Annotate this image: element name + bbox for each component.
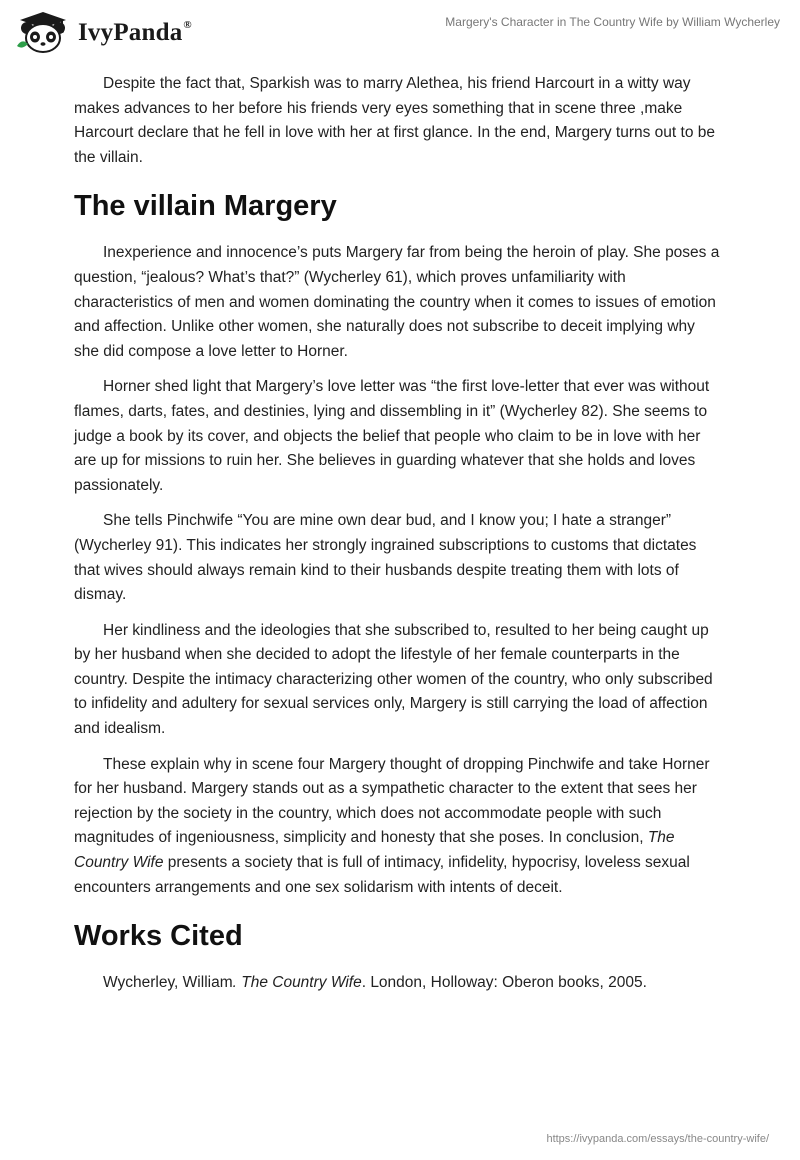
citation-title-italic: The Country Wife bbox=[241, 974, 362, 992]
paragraph-3: Horner shed light that Margery’s love letter was “the first love-letter that ever was without flames, darts, fates, and destinies, lying and dissembling in it” (Wycherley 82). She seems to judge a book by its cover, and objects the belief that people who claim to be in love with her are up for missions to ruin her. She believes in guarding whatever that she holds and loves passionately. bbox=[74, 378, 710, 494]
paragraph-4: She tells Pinchwife “You are mine own dear bud, and I know you; I hate a stranger” (Wycherley 91). This indicates her strongly ingrained subscriptions to customs that dictates that wives should always remain kind to their husbands despite treating them with lots of dismay. bbox=[74, 512, 697, 604]
paragraph-5: Her kindliness and the ideologies that she subscribed to, resulted to her being caught up by her husband when she decided to adopt the lifestyle of her female counterparts in the country. Despite the intimacy characterizing other women of the country, who only subscribed to infidelity and adultery for sexual services only, Margery is still carrying the load of affection and idealism. bbox=[74, 621, 713, 738]
paragraph-6 bbox=[74, 753, 724, 901]
heading-works-cited: Works Cited bbox=[74, 920, 243, 953]
paragraph-6-text-a: These explain why in scene four Margery thought of dropping Pinchwife and take Horner for her husband. Margery stands out as a sympathetic character to the extent that sees her rejection by the society in the country, which does not accommodate people with such magnitudes of ingeniousness, simplicity and honesty that she poses. In conclusion, bbox=[74, 755, 710, 847]
heading-villain-margery: The villain Margery bbox=[74, 190, 337, 223]
citation-author: Wycherley, William bbox=[103, 974, 233, 992]
paragraph-6-text-b: presents a society that is full of intimacy, infidelity, hypocrisy, loveless sexual encounters arrangements and one sex solidarism with intents of deceit. bbox=[74, 854, 690, 896]
logo-wordmark: IvyPanda® bbox=[78, 18, 192, 46]
page-header bbox=[0, 0, 800, 70]
ivypanda-logo[interactable] bbox=[14, 10, 190, 54]
registered-mark: ® bbox=[183, 18, 192, 31]
source-url[interactable]: https://ivypanda.com/essays/the-country-wife/ bbox=[546, 1133, 769, 1145]
citation-publication: . London, Holloway: Oberon books, 2005. bbox=[361, 974, 647, 992]
paragraph-1: Despite the fact that, Sparkish was to marry Alethea, his friend Harcourt in a witty way makes advances to her before his friends very eyes something that in scene three ,make Harcourt declare that he fell in love with her at first glance. In the end, Margery turns out to be the villain. bbox=[74, 75, 716, 166]
document-title: Margery's Character in The Country Wife by William Wycherley bbox=[445, 15, 780, 29]
paragraph-6-title-italic: The Country Wife bbox=[74, 829, 675, 872]
citation-entry bbox=[74, 971, 724, 996]
paragraph-2: Inexperience and innocence’s puts Margery far from being the heroin of play. She poses a question, “jealous? What’s that?” (Wycherley 61), which proves unfamiliarity with characteristics of men and women dominating the country when it comes to issues of emotion and affection. Unlike other women, she naturally does not subscribe to deceit implying why she did compose a love letter to Horner. bbox=[74, 244, 720, 360]
panda-logo-icon bbox=[14, 10, 72, 54]
citation-dot: . bbox=[232, 974, 242, 992]
essay-body bbox=[74, 72, 724, 1007]
